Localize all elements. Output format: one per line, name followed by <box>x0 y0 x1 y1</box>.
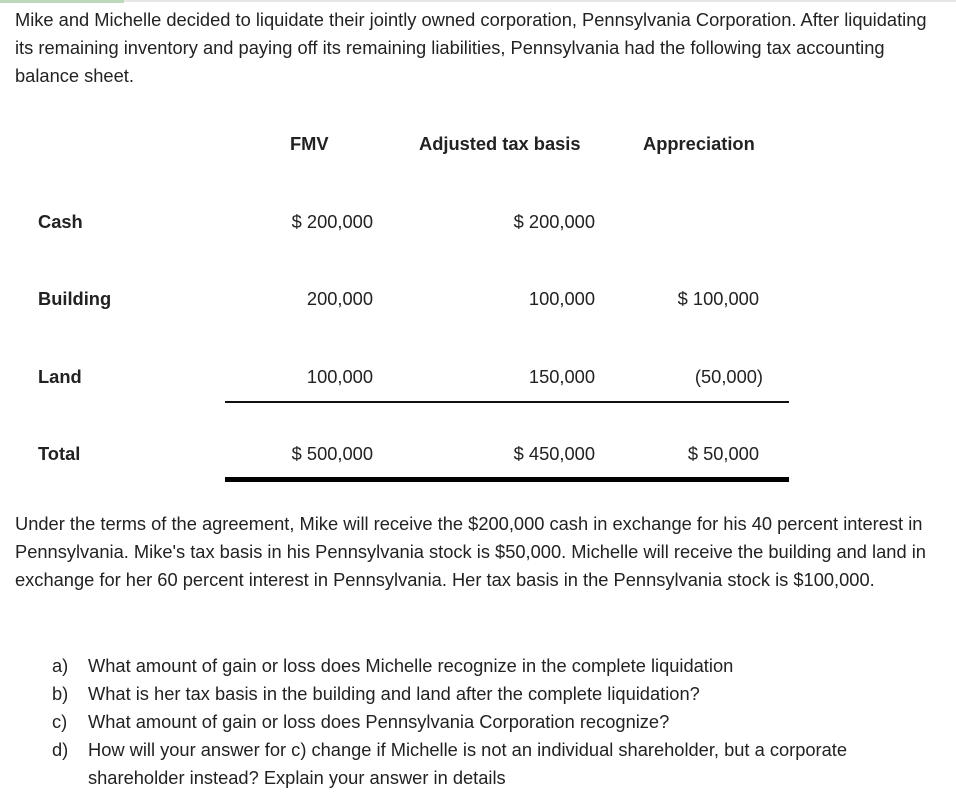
question-text: What is her tax basis in the building and land after the complete liquidation? <box>88 683 700 704</box>
cell-total-adjusted: $ 450,000 <box>513 443 595 464</box>
question-item <box>52 736 932 792</box>
top-divider <box>0 0 956 2</box>
total-double-rule <box>225 477 789 482</box>
question-text: How will your answer for c) change if Michelle is not an individual shareholder, but a corporate shareholder instead? Explain your answer in details <box>88 739 848 788</box>
cell-cash-adjusted: $ 200,000 <box>513 211 595 232</box>
cell-total-appreciation: $ 50,000 <box>687 443 759 464</box>
row-label-land: Land <box>38 366 82 387</box>
row-label-building: Building <box>38 288 112 309</box>
top-accent-bar <box>0 0 124 3</box>
cell-total-fmv: $ 500,000 <box>291 443 373 464</box>
cell-building-appreciation: $ 100,000 <box>677 288 759 309</box>
cell-building-fmv: 200,000 <box>306 288 373 309</box>
question-text: What amount of gain or loss does Pennsylvania Corporation recognize? <box>88 711 670 732</box>
cell-land-appreciation: (50,000) <box>694 366 763 387</box>
question-item <box>52 708 932 736</box>
header-appreciation: Appreciation <box>643 133 755 154</box>
question-letter: c) <box>52 711 68 732</box>
question-item <box>52 680 932 708</box>
question-letter: a) <box>52 655 69 676</box>
cell-building-adjusted: 100,000 <box>528 288 595 309</box>
question-list <box>52 652 932 792</box>
question-letter: d) <box>52 739 69 760</box>
subtotal-rule <box>225 401 789 403</box>
question-text: What amount of gain or loss does Michelle recognize in the complete liquidation <box>88 655 734 676</box>
cell-cash-fmv: $ 200,000 <box>291 211 373 232</box>
question-letter: b) <box>52 683 69 704</box>
question-item <box>52 652 932 680</box>
row-label-cash: Cash <box>38 211 83 232</box>
terms-paragraph: Under the terms of the agreement, Mike will receive the $200,000 cash in exchange for his 40 percent interest in Pennsylvania. Mike's tax basis in his Pennsylvania stock is $50,000. Michelle will receive the building and land in exchange for her 60 percent interest in Pennsylvania. Her tax basis in the Pennsylvania stock is $100,000. <box>15 513 926 590</box>
row-label-total: Total <box>38 443 81 464</box>
cell-land-fmv: 100,000 <box>306 366 373 387</box>
intro-paragraph: Mike and Michelle decided to liquidate their jointly owned corporation, Pennsylvania Corporation. After liquidating its remaining inventory and paying off its remaining liabilities, Pennsylvania had the following tax accounting balance sheet. <box>15 9 927 86</box>
cell-land-adjusted: 150,000 <box>528 366 595 387</box>
header-fmv: FMV <box>290 133 329 154</box>
header-adjusted-tax-basis: Adjusted tax basis <box>419 133 581 154</box>
